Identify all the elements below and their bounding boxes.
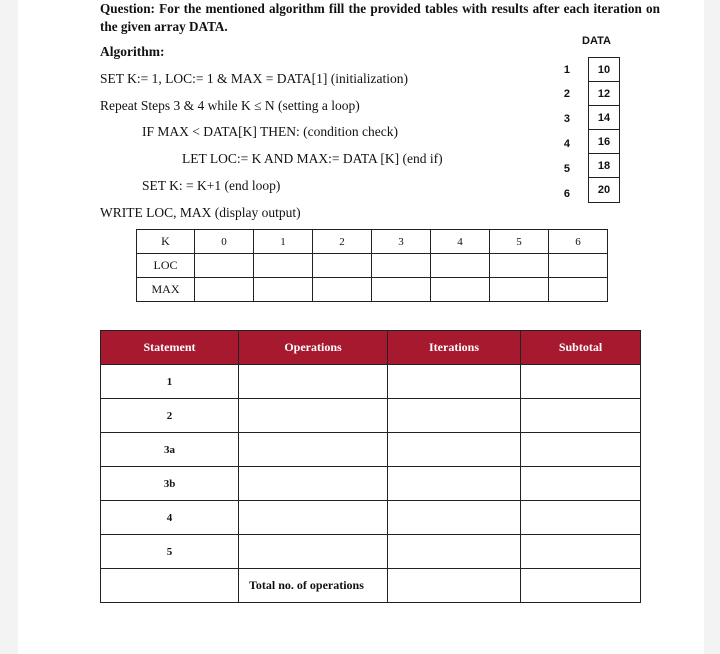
row-label-loc: LOC bbox=[137, 254, 195, 278]
operations-cell[interactable] bbox=[239, 467, 388, 501]
header-iterations: Iterations bbox=[388, 331, 521, 365]
table-row bbox=[101, 535, 641, 569]
operations-cell[interactable] bbox=[239, 365, 388, 399]
iterations-cell[interactable] bbox=[388, 399, 521, 433]
max-cell[interactable] bbox=[372, 278, 431, 302]
table-row bbox=[101, 501, 641, 535]
subtotal-cell[interactable] bbox=[521, 433, 641, 467]
statement-cell: 3a bbox=[101, 433, 239, 467]
algorithm-line-1: SET K:= 1, LOC:= 1 & MAX = DATA[1] (initialization) bbox=[100, 71, 408, 86]
max-cell[interactable] bbox=[549, 278, 608, 302]
total-value-cell[interactable] bbox=[521, 569, 641, 603]
operations-table bbox=[100, 330, 641, 603]
table-row bbox=[101, 467, 641, 501]
loc-cell[interactable] bbox=[431, 254, 490, 278]
k-value: 1 bbox=[254, 230, 313, 254]
iterations-cell[interactable] bbox=[388, 467, 521, 501]
k-value: 6 bbox=[549, 230, 608, 254]
statement-cell: 3b bbox=[101, 467, 239, 501]
k-value: 2 bbox=[313, 230, 372, 254]
statement-cell: 4 bbox=[101, 501, 239, 535]
k-value: 5 bbox=[490, 230, 549, 254]
data-value: 12 bbox=[589, 82, 619, 106]
subtotal-cell[interactable] bbox=[521, 399, 641, 433]
loc-cell[interactable] bbox=[372, 254, 431, 278]
total-label: Total no. of operations bbox=[239, 569, 388, 603]
loc-cell[interactable] bbox=[490, 254, 549, 278]
header-statement: Statement bbox=[101, 331, 239, 365]
row-label-k: K bbox=[137, 230, 195, 254]
statement-cell: 2 bbox=[101, 399, 239, 433]
algorithm-line-2: Repeat Steps 3 & 4 while K ≤ N (setting a loop) bbox=[100, 98, 360, 113]
max-cell[interactable] bbox=[195, 278, 254, 302]
iterations-cell[interactable] bbox=[388, 433, 521, 467]
algorithm-line-4: LET LOC:= K AND MAX:= DATA [K] (end if) bbox=[182, 151, 443, 166]
algorithm-line-3: IF MAX < DATA[K] THEN: (condition check) bbox=[142, 124, 398, 139]
k-value: 3 bbox=[372, 230, 431, 254]
question-text: Question: For the mentioned algorithm fill the provided tables with results after each iteration on the given array DATA. bbox=[100, 1, 660, 34]
iterations-cell[interactable] bbox=[388, 535, 521, 569]
loc-row bbox=[137, 254, 608, 278]
k-loc-max-table bbox=[136, 229, 608, 302]
operations-cell[interactable] bbox=[239, 535, 388, 569]
subtotal-cell[interactable] bbox=[521, 501, 641, 535]
data-array-box bbox=[588, 57, 620, 203]
data-value: 20 bbox=[597, 184, 611, 196]
operations-cell[interactable] bbox=[239, 501, 388, 535]
statement-cell: 1 bbox=[101, 365, 239, 399]
algorithm-line-6: WRITE LOC, MAX (display output) bbox=[100, 205, 301, 220]
data-index: 2 bbox=[563, 88, 570, 100]
algorithm-heading: Algorithm: bbox=[100, 44, 165, 59]
table-row bbox=[101, 365, 641, 399]
data-index: 4 bbox=[563, 138, 570, 150]
max-cell[interactable] bbox=[313, 278, 372, 302]
data-index: 6 bbox=[563, 188, 570, 200]
iterations-cell[interactable] bbox=[388, 365, 521, 399]
loc-cell[interactable] bbox=[195, 254, 254, 278]
operations-cell[interactable] bbox=[239, 433, 388, 467]
k-value: 0 bbox=[195, 230, 254, 254]
iterations-cell[interactable] bbox=[388, 501, 521, 535]
max-cell[interactable] bbox=[431, 278, 490, 302]
data-value: 18 bbox=[589, 154, 619, 178]
data-index: 5 bbox=[563, 163, 570, 175]
loc-cell[interactable] bbox=[313, 254, 372, 278]
row-label-max: MAX bbox=[137, 278, 195, 302]
total-empty-cell bbox=[388, 569, 521, 603]
data-value: 16 bbox=[589, 130, 619, 154]
subtotal-cell[interactable] bbox=[521, 535, 641, 569]
data-index: 1 bbox=[563, 64, 570, 76]
operations-header-row bbox=[101, 331, 641, 365]
data-index: 3 bbox=[563, 113, 570, 125]
max-cell[interactable] bbox=[490, 278, 549, 302]
header-subtotal: Subtotal bbox=[521, 331, 641, 365]
header-operations: Operations bbox=[239, 331, 388, 365]
data-value: 10 bbox=[589, 58, 619, 82]
k-row bbox=[137, 230, 608, 254]
total-empty-cell bbox=[101, 569, 239, 603]
total-row bbox=[101, 569, 641, 603]
statement-cell: 5 bbox=[101, 535, 239, 569]
data-array-title: DATA bbox=[582, 35, 611, 47]
loc-cell[interactable] bbox=[254, 254, 313, 278]
loc-cell[interactable] bbox=[549, 254, 608, 278]
table-row bbox=[101, 399, 641, 433]
algorithm-line-5: SET K: = K+1 (end loop) bbox=[142, 178, 281, 193]
data-value: 14 bbox=[589, 106, 619, 130]
subtotal-cell[interactable] bbox=[521, 365, 641, 399]
operations-cell[interactable] bbox=[239, 399, 388, 433]
max-row bbox=[137, 278, 608, 302]
table-row bbox=[101, 433, 641, 467]
max-cell[interactable] bbox=[254, 278, 313, 302]
document-page bbox=[18, 0, 704, 654]
subtotal-cell[interactable] bbox=[521, 467, 641, 501]
k-value: 4 bbox=[431, 230, 490, 254]
